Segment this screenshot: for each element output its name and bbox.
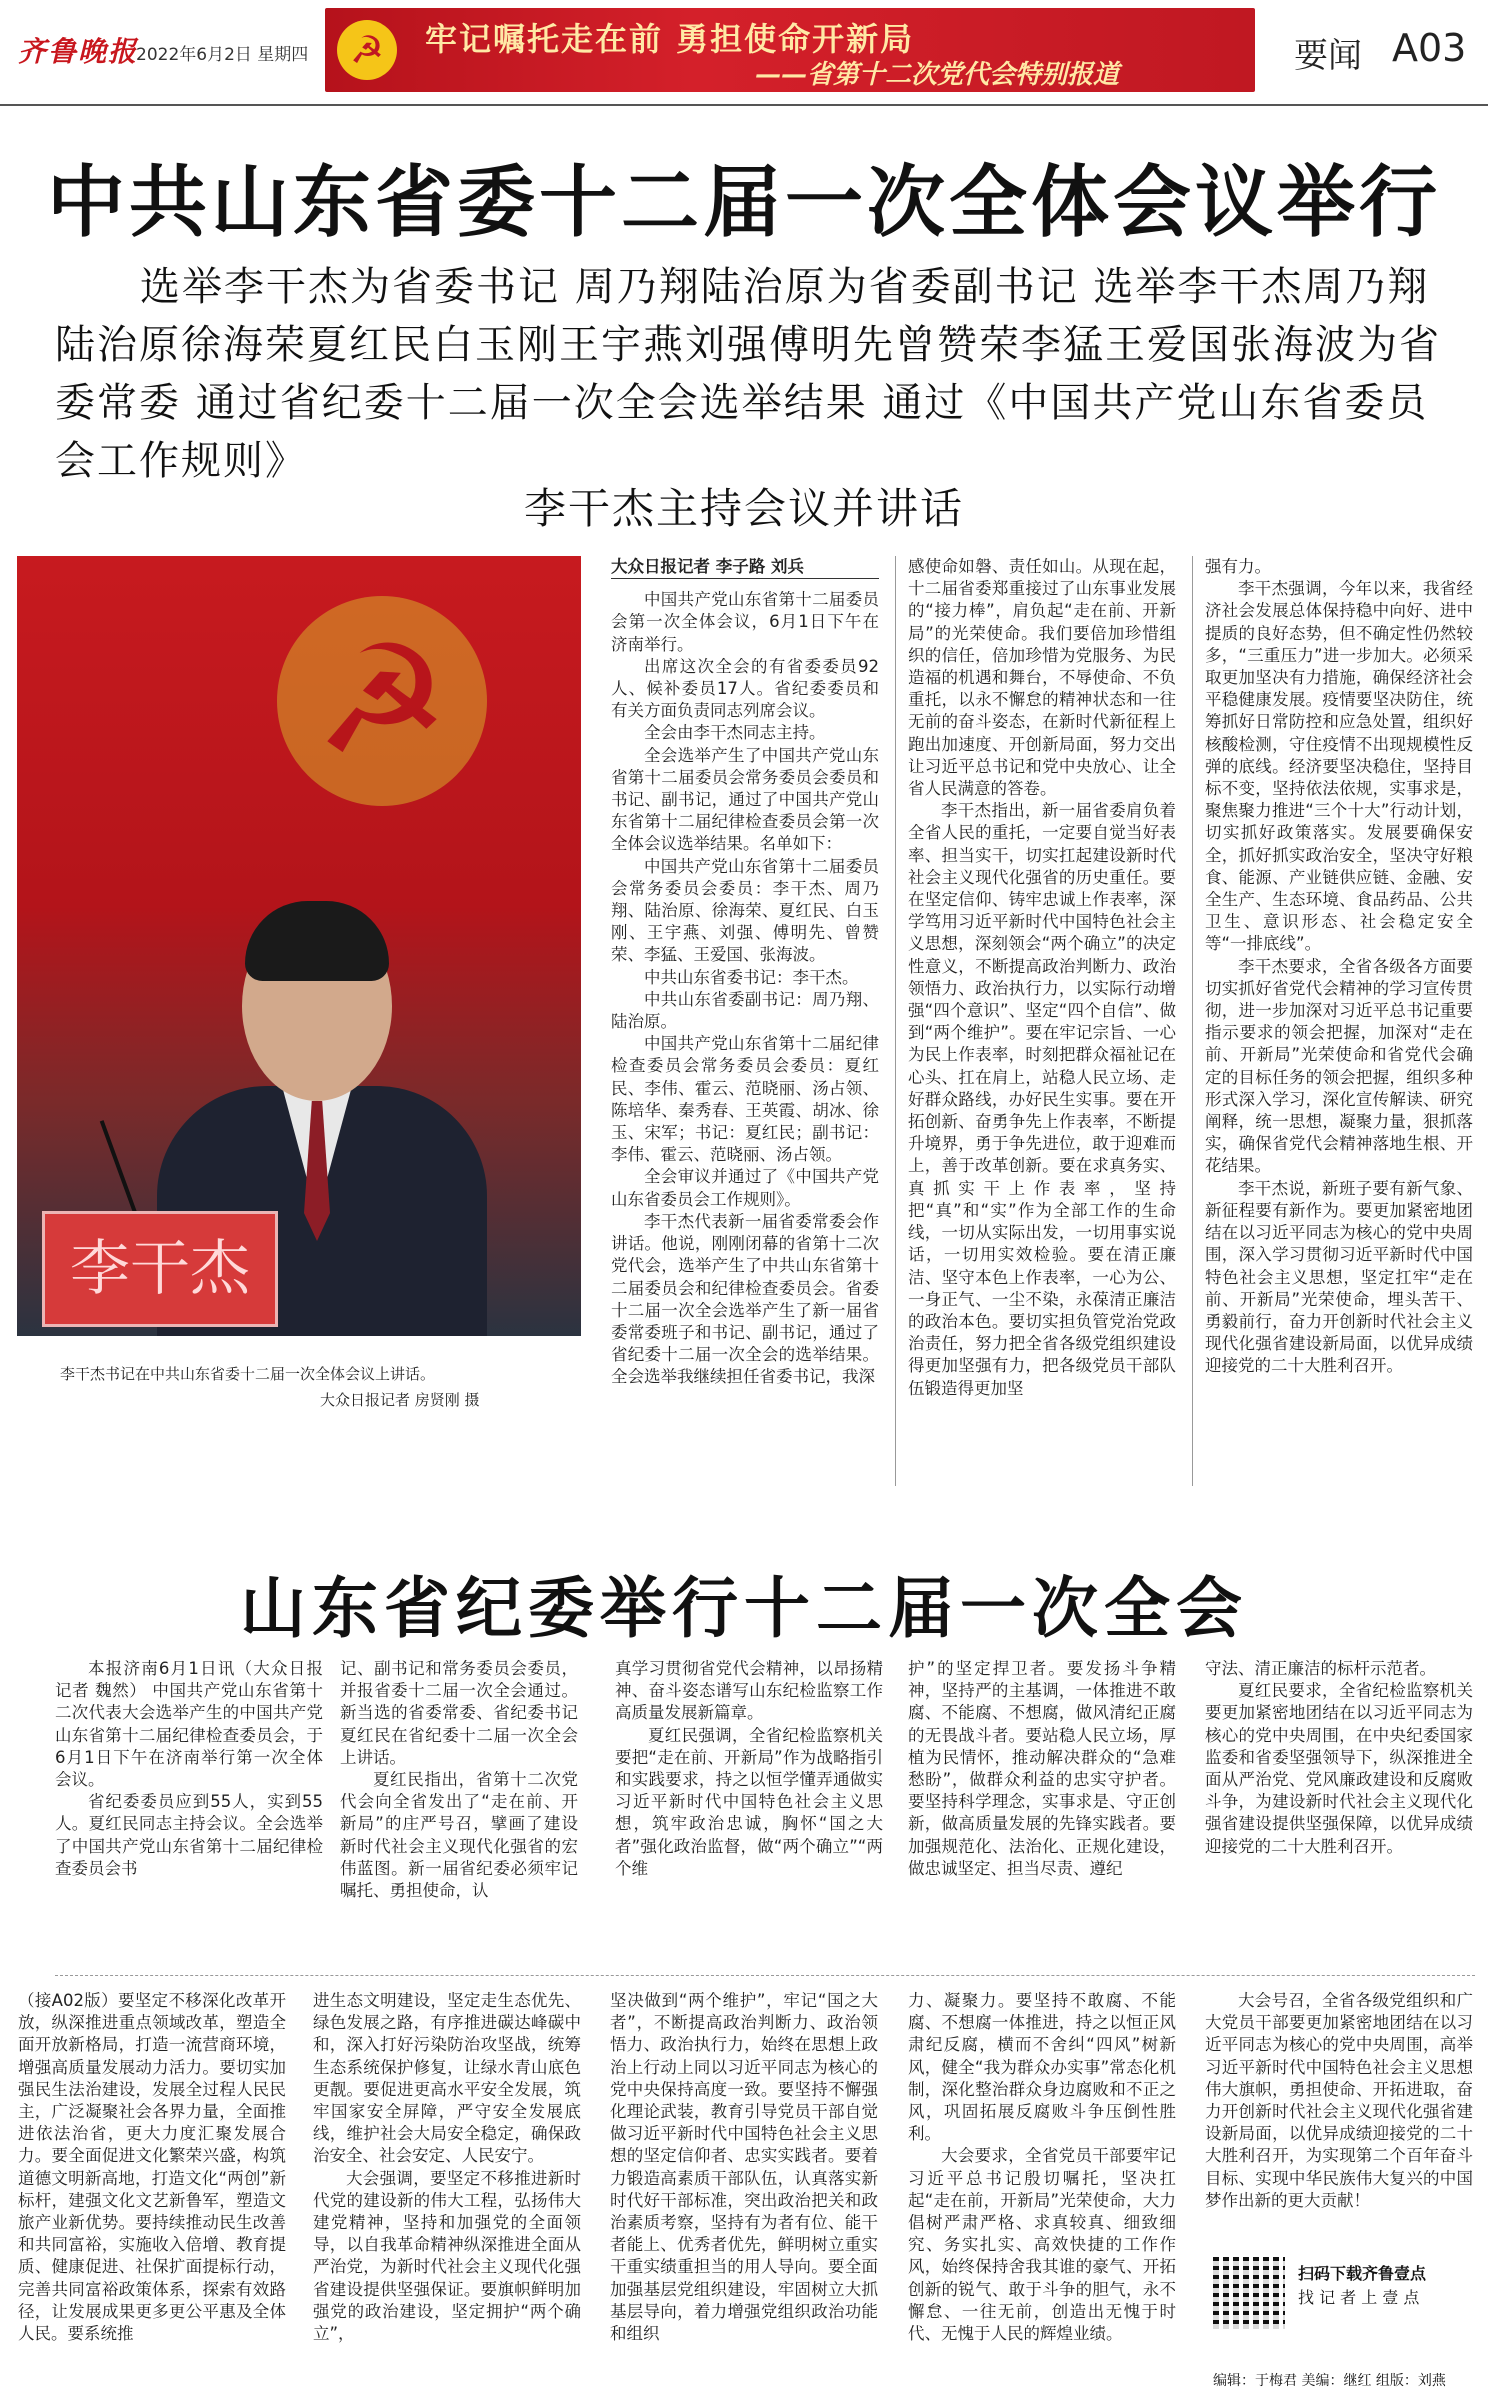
column-divider bbox=[1192, 556, 1193, 1486]
paragraph: 李干杰代表新一届省委常委会作讲话。他说，刚刚闭幕的省第十二次党代会，选举产生了中共山东省第十二届委员会和纪律检查委员会。省委十二届一次全会选举产生了新一届省委常委班子和书记、副书记，通过了省纪委十二届一次全会的选举结果。全会选举我继续担任省委书记，我深 bbox=[611, 1211, 879, 1387]
paragraph: 中共山东省委副书记：周乃翔、陆治原。 bbox=[611, 989, 879, 1032]
nameplate-text: 李干杰 bbox=[70, 1234, 250, 1304]
party-emblem-icon: ☭ bbox=[337, 20, 397, 80]
paragraph: 李干杰说，新班子要有新气象、新征程要有新作为。要更加紧密地团结在以习近平同志为核心的党中央周围，深入学习贯彻习近平新时代中国特色社会主义思想，坚定扛牢“走在前、开新局”光荣使命，埋头苦干、勇毅前行，奋力开创新时代社会主义现代化强省建设新局面，以优异成绩迎接党的二十大胜利召开。 bbox=[1205, 1178, 1473, 1376]
masthead-divider bbox=[0, 104, 1488, 106]
paragraph: 出席这次全会的有省委委员92人、候补委员17人。省纪委委员和有关方面负责同志列席会议。 bbox=[611, 656, 879, 721]
paragraph: 护”的坚定捍卫者。要发扬斗争精神，坚持严的主基调，一体推进不敢腐、不能腐、不想腐，做风清纪正腐的无畏战斗者。要站稳人民立场，厚植为民情怀，推动解决群众的“急难愁盼”，做群众利益的忠实守护者。要坚持科学理念，实事求是、守正创新，做高质量发展的先锋实践者。要加强规范化、法治化、正规化建设，做忠诚坚定、担当尽责、遵纪 bbox=[908, 1659, 1176, 1878]
banner-title: 牢记嘱托走在前 勇担使命开新局 bbox=[425, 20, 915, 58]
lead-article-col-3 bbox=[1205, 556, 1473, 1486]
photo-caption: 李干杰书记在中共山东省委十二届一次全体会议上讲话。 bbox=[60, 1365, 436, 1383]
editor-credits: 编辑：于梅君 美编：继红 组版：刘燕 bbox=[1213, 2373, 1446, 2389]
paragraph: 力、凝聚力。要坚持不敢腐、不能腐、不想腐一体推进，持之以恒正风肃纪反腐，横而不舍纠“四风”树新风，健全“我为群众办实事”常态化机制，深化整治群众身边腐败和不正之风，巩固拓展反腐败斗争压倒性胜利。 bbox=[908, 1991, 1176, 2144]
section-divider bbox=[55, 1975, 1475, 1976]
section-label: 要闻 bbox=[1294, 36, 1362, 76]
qr-code-pattern bbox=[1213, 2257, 1285, 2329]
qr-label: 扫码下载齐鲁壹点 bbox=[1298, 2264, 1427, 2283]
paragraph: 本报济南6月1日讯（大众日报记者 魏然） 中国共产党山东省第十二次代表大会选举产生的中国共产党山东省第十二届纪律检查委员会，于6月1日下午在济南举行第一次全体会议。 bbox=[55, 1659, 323, 1790]
nameplate bbox=[42, 1211, 278, 1327]
second-article-col-1 bbox=[55, 1658, 323, 1948]
lead-headline: 中共山东省委十二届一次全体会议举行 bbox=[46, 157, 1441, 248]
masthead bbox=[0, 0, 1488, 100]
lead-subhead-secondary: 李干杰主持会议并讲话 bbox=[523, 484, 964, 533]
article-byline: 大众日报记者 李子路 刘兵 bbox=[611, 556, 879, 579]
qr-label-block bbox=[1298, 2262, 1426, 2310]
paragraph: 省纪委委员应到55人，实到55人。夏红民同志主持会议。全会选举了中国共产党山东省第十二届纪律检查委员会书 bbox=[55, 1792, 323, 1878]
paragraph: 坚决做到“两个维护”，牢记“国之大者”，不断提高政治判断力、政治领悟力、政治执行力，始终在思想上政治上行动上同以习近平同志为核心的党中央保持高度一致。要坚持不懈强化理论武装，教育引导党员干部自觉做习近平新时代中国特色社会主义思想的坚定信仰者、忠实实践者。要着力锻造高素质干部队伍，认真落实新时代好干部标准，突出政治把关和政治素质考察，坚持有为者有位、能干者能上、优秀者优先，鲜明树立重实干重实绩重担当的用人导向。要全面加强基层党组织建设，牢固树立大抓基层导向，着力增强党组织政治功能和组织 bbox=[610, 1991, 878, 2344]
paragraph: 全会审议并通过了《中国共产党山东省委员会工作规则》。 bbox=[611, 1167, 879, 1209]
continued-col-5 bbox=[1205, 1990, 1473, 2250]
paragraph: 李干杰指出，新一届省委肩负着全省人民的重托，一定要自觉当好表率、担当实干，切实扛起建设新时代社会主义现代化强省的历史重任。要在坚定信仰、铸牢忠诚上作表率，深学笃用习近平新时代中国特色社会主义思想，深刻领会“两个确立”的决定性意义，不断提高政治判断力、政治领悟力、政治执行力，以实际行动增强“四个意识”、坚定“四个自信”、做到“两个维护”。要在牢记宗旨、一心为民上作表率，时刻把群众福祉记在心头、扛在肩上，站稳人民立场、走好群众路线，办好民生实事。要在开拓创新、奋勇争先上作表率，不断提升境界，勇于争先进位，敢于迎难而上，善于改革创新。要在求真务实、真抓实干上作表率，坚持把“真”和“实”作为全部工作的生命线，一切从实际出发，一切用事实说话，一切用实效检验。要在清正廉洁、坚守本色上作表率，一心为公、一身正气、一尘不染，永葆清正廉洁的政治本色。要切实担负管党治党政治责任，努力把全省各级党组织建设得更加坚强有力，把各级党员干部队伍锻造得更加坚 bbox=[908, 801, 1176, 1398]
banner-subtitle: ——省第十二次党代会特别报道 bbox=[755, 60, 1120, 90]
paragraph: 中国共产党山东省第十二届委员会第一次全体会议，6月1日下午在济南举行。 bbox=[611, 590, 879, 654]
continued-col-1 bbox=[18, 1990, 286, 2382]
paragraph: 夏红民指出，省第十二次党代会向全省发出了“走在前、开新局”的庄严号召，擘画了建设新时代社会主义现代化强省的宏伟蓝图。新一届省纪委必须牢记嘱托、勇担使命，认 bbox=[340, 1770, 578, 1901]
paragraph: 全会由李干杰同志主持。 bbox=[644, 723, 826, 743]
lead-article-col-2 bbox=[908, 556, 1176, 1486]
paragraph: 夏红民要求，全省纪检监察机关要更加紧密地团结在以习近平同志为核心的党中央周围，在中央纪委国家监委和省委坚强领导下，纵深推进全面从严治党、党风廉政建设和反腐败斗争，为建设新时代社会主义现代化强省建设提供坚强保障，以优异成绩迎接党的二十大胜利召开。 bbox=[1205, 1681, 1473, 1856]
second-headline: 山东省纪委举行十二届一次全会 bbox=[240, 1569, 1248, 1647]
paragraph: 真学习贯彻省党代会精神，以昂扬精神、奋斗姿态谱写山东纪检监察工作高质量发展新篇章。 bbox=[615, 1659, 883, 1723]
photo-credit: 大众日报记者 房贤刚 摄 bbox=[320, 1391, 480, 1409]
paragraph: 记、副书记和常务委员会委员，并报省委十二届一次全会通过。新当选的省委常委、省纪委书记夏红民在省纪委十二届一次全会上讲话。 bbox=[340, 1659, 578, 1767]
paragraph: 守法、清正廉洁的标杆示范者。 bbox=[1205, 1659, 1436, 1678]
lead-photo bbox=[17, 556, 581, 1336]
paragraph: 大会要求，全省党员干部要牢记习近平总书记殷切嘱托，坚决扛起“走在前，开新局”光荣使命，大力倡树严肃严格、求真较真、细致细究、务实扎实、高效快捷的工作作风，始终保持舍我其谁的豪气、开拓创新的锐气、敢于斗争的胆气，永不懈怠、一往无前，创造出无愧于时代、无愧于人民的辉煌业绩。 bbox=[908, 2146, 1176, 2344]
newspaper-logo: 齐鲁晚报 bbox=[18, 35, 139, 68]
paragraph: 大会号召，全省各级党组织和广大党员干部要更加紧密地团结在以习近平同志为核心的党中央周围，高举习近平新时代中国特色社会主义思想伟大旗帜，勇担使命、开拓进取，奋力开创新时代社会主义现代化强省建设新局面，以优异成绩迎接党的二十大胜利召开，为实现第二个百年奋斗目标、实现中华民族伟大复兴的中国梦作出新的更大贡献！ bbox=[1205, 1991, 1473, 2210]
paragraph: 夏红民强调，全省纪检监察机关要把“走在前、开新局”作为战略指引和实践要求，持之以恒学懂弄通做实习近平新时代中国特色社会主义思想，筑牢政治忠诚，胸怀“国之大者”强化政治监督，做“两个确立”“两个维 bbox=[615, 1725, 883, 1878]
lead-subhead: 选举李干杰为省委书记 周乃翔陆治原为省委副书记 选举李干杰周乃翔陆治原徐海荣夏红民白玉刚王宇燕刘强傅明先曾赞荣李猛王爱国张海波为省委常委 通过省纪委十二届一次全会选举结果 通过《中国共产党山东省委员会工作规则》 bbox=[55, 264, 1441, 484]
paragraph: 全会选举产生了中国共产党山东省第十二届委员会常务委员会委员和书记、副书记，通过了中国共产党山东省第十二届纪律检查委员会第一次全体会议选举结果。名单如下： bbox=[611, 745, 879, 854]
paragraph: 中共山东省委书记：李干杰。 bbox=[644, 967, 859, 987]
special-report-banner bbox=[325, 8, 1255, 92]
column-divider bbox=[895, 556, 896, 1486]
paragraph: 强有力。 bbox=[1205, 557, 1271, 576]
second-article-col-2 bbox=[340, 1658, 578, 1948]
second-article-col-5 bbox=[1205, 1658, 1473, 1948]
continued-col-3 bbox=[610, 1990, 878, 2382]
paragraph: 李干杰要求，全省各级各方面要切实抓好省党代会精神的学习宣传贯彻，进一步加深对习近平总书记重要指示要求的领会把握，加深对“走在前、开新局”光荣使命和省党代会确定的目标任务的领会把握，组织多种形式深入学习，深化宣传解读、研究阐释，统一思想，凝聚力量，狠抓落实，确保省党代会精神落地生根、开花结果。 bbox=[1205, 956, 1473, 1176]
paragraph: 中国共产党山东省第十二届委员会常务委员会委员：李干杰、周乃翔、陆治原、徐海荣、夏红民、白玉刚、王宇燕、刘强、傅明先、曾赞荣、李猛、王爱国、张海波。 bbox=[611, 856, 879, 965]
paragraph: 感使命如磐、责任如山。从现在起，十二届省委郑重接过了山东事业发展的“接力棒”，肩负起“走在前、开新局”的光荣使命。我们要倍加珍惜组织的信任，倍加珍惜为党服务、为民造福的机遇和舞台，不辱使命、不负重托，以永不懈怠的精神状态和一往无前的奋斗姿态，在新时代新征程上跑出加速度、开创新局面，努力交出让习近平总书记和党中央放心、让全省人民满意的答卷。 bbox=[908, 557, 1176, 799]
continued-col-2 bbox=[313, 1990, 581, 2382]
paragraph: 李干杰强调，今年以来，我省经济社会发展总体保持稳中向好、进中提质的良好态势，但不确定性仍然较多，“三重压力”进一步加大。必须采取更加坚决有力措施，确保经济社会平稳健康发展。疫情要坚决防住，统筹抓好日常防控和应急处置，组织好核酸检测，守住疫情不出现规模性反弹的底线。经济要坚决稳住，坚持目标不变，坚持依法依规，实事求是，聚焦聚力推进“三个十大”行动计划，切实抓好政策落实。发展要确保安全，抓好抓实政治安全，坚决守好粮食、能源、产业链供应链、金融、安全生产、生态环境、食品药品、公共卫生、意识形态、社会稳定安全等“一排底线”。 bbox=[1205, 579, 1473, 954]
continued-col-4 bbox=[908, 1990, 1176, 2382]
lead-article-col-1 bbox=[611, 556, 879, 1486]
paragraph: 进生态文明建设，坚定走生态优先、绿色发展之路，有序推进碳达峰碳中和，深入打好污染防治攻坚战，统筹生态系统保护修复，让绿水青山底色更靓。要促进更高水平安全发展，筑牢国家安全屏障，严守安全发展底线，维护社会大局安全稳定，确保政治安全、社会安定、人民安宁。 bbox=[313, 1991, 581, 2166]
paragraph: 中国共产党山东省第十二届纪律检查委员会常务委员会委员：夏红民、李伟、霍云、范晓丽、汤占领、陈培华、秦秀春、王英霞、胡冰、徐玉、宋军；书记：夏红民；副书记：李伟、霍云、范晓丽、汤占领。 bbox=[611, 1034, 879, 1165]
qr-sublabel: 找 记 者 上 壹 点 bbox=[1298, 2288, 1420, 2307]
paragraph: 大会强调，要坚定不移推进新时代党的建设新的伟大工程，弘扬伟大建党精神，坚持和加强党的全面领导，以自我革命精神纵深推进全面从严治党，为新时代社会主义现代化强省建设提供坚强保证。要旗帜鲜明加强党的政治建设，坚定拥护“两个确立”， bbox=[313, 2168, 581, 2344]
backdrop-emblem-icon: ☭ bbox=[277, 596, 487, 806]
paragraph: （接A02版）要坚定不移深化改革开放，纵深推进重点领域改革，塑造全面开放新格局，打造一流营商环境，增强高质量发展动力活力。要切实加强民生法治建设，发展全过程人民民主，广泛凝聚社会各界力量，全面推进依法治省，更大力度汇聚发展合力。要全面促进文化繁荣兴盛，构筑道德文明新高地，打造文化“两创”新标杆，建强文化文艺新鲁军，塑造文旅产业新优势。要持续推动民生改善和共同富裕，实施收入倍增、教育提质、健康促进、社保扩面提标行动，完善共同富裕政策体系，探索有效路径，让发展成果更多更公平惠及全体人民。要系统推 bbox=[18, 1991, 286, 2344]
issue-date: 2022年6月2日 星期四 bbox=[136, 45, 309, 65]
second-article-col-4 bbox=[908, 1658, 1176, 1948]
page-number: A03 bbox=[1392, 26, 1467, 70]
speaker-hair bbox=[245, 901, 389, 981]
second-article-col-3 bbox=[615, 1658, 883, 1948]
